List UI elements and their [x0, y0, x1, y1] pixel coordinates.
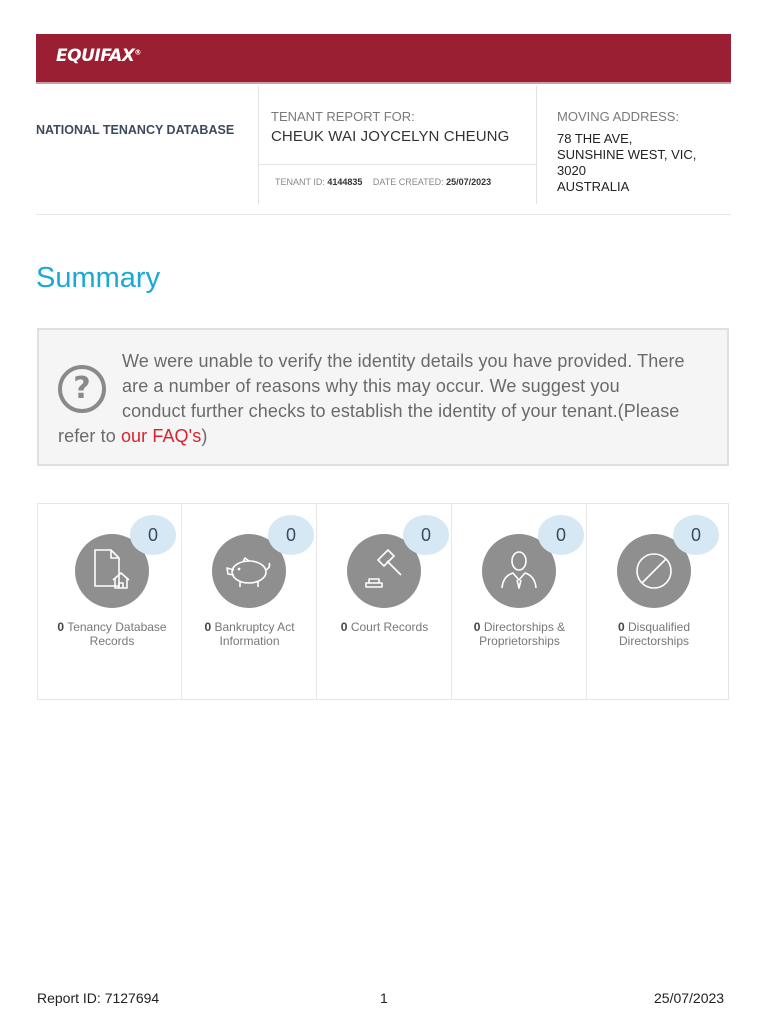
notice-text-line: We were unable to verify the identity details you have provided. There — [122, 351, 685, 371]
question-icon: ? — [58, 365, 106, 413]
count-badge: 0 — [538, 515, 584, 555]
count-badge: 0 — [403, 515, 449, 555]
stat-label: 0 Directorships & Proprietorships — [473, 620, 566, 648]
brand-bar — [36, 34, 731, 84]
address-line: AUSTRALIA — [557, 179, 630, 194]
footer-report-id: Report ID: 7127694 — [37, 990, 160, 1006]
database-name: NATIONAL TENANCY DATABASE — [36, 123, 235, 137]
identity-notice — [37, 328, 729, 466]
divider — [258, 164, 536, 165]
summary-heading: Summary — [36, 262, 161, 294]
equifax-logo: EQUIFAX® — [56, 46, 141, 66]
tenant-report-label: TENANT REPORT FOR: — [271, 109, 415, 124]
footer-page-number: 1 — [380, 990, 388, 1006]
stat-court-records — [316, 504, 451, 699]
report-header — [36, 86, 731, 215]
address-line: SUNSHINE WEST, VIC, — [557, 147, 697, 162]
notice-text-line: refer to our FAQ's) — [58, 426, 208, 446]
record-stats — [37, 503, 729, 700]
stat-label: 0 Disqualified Directorships — [617, 620, 691, 648]
stat-tenancy-database — [38, 504, 181, 699]
date-created: 25/07/2023 — [446, 177, 492, 187]
stat-label: 0 Tenancy Database Records — [57, 620, 167, 648]
tenant-id: 4144835 — [327, 177, 363, 187]
divider — [258, 86, 259, 204]
stat-label: 0 Bankruptcy Act Information — [204, 620, 295, 648]
tenant-id-label: TENANT ID: — [275, 177, 325, 187]
count-badge: 0 — [268, 515, 314, 555]
address-line: 3020 — [557, 163, 586, 178]
moving-address-label: MOVING ADDRESS: — [557, 109, 680, 124]
address-line: 78 THE AVE, — [557, 131, 633, 146]
date-created-label: DATE CREATED: — [372, 177, 444, 187]
notice-text-line: conduct further checks to establish the identity of your tenant.(Please — [122, 401, 680, 421]
count-badge: 0 — [673, 515, 719, 555]
faq-link[interactable]: our FAQ's — [120, 426, 202, 446]
tenant-name: CHEUK WAI JOYCELYN CHEUNG — [271, 128, 510, 145]
stat-label: 0 Court Records — [340, 620, 429, 634]
tenant-meta — [275, 177, 491, 187]
divider — [536, 86, 537, 204]
stat-directorships — [451, 504, 586, 699]
footer-date: 25/07/2023 — [654, 990, 725, 1006]
stat-disqualified — [586, 504, 728, 699]
notice-text-line: are a number of reasons why this may occur. We suggest you — [122, 376, 620, 396]
count-badge: 0 — [130, 515, 176, 555]
stat-bankruptcy — [181, 504, 316, 699]
